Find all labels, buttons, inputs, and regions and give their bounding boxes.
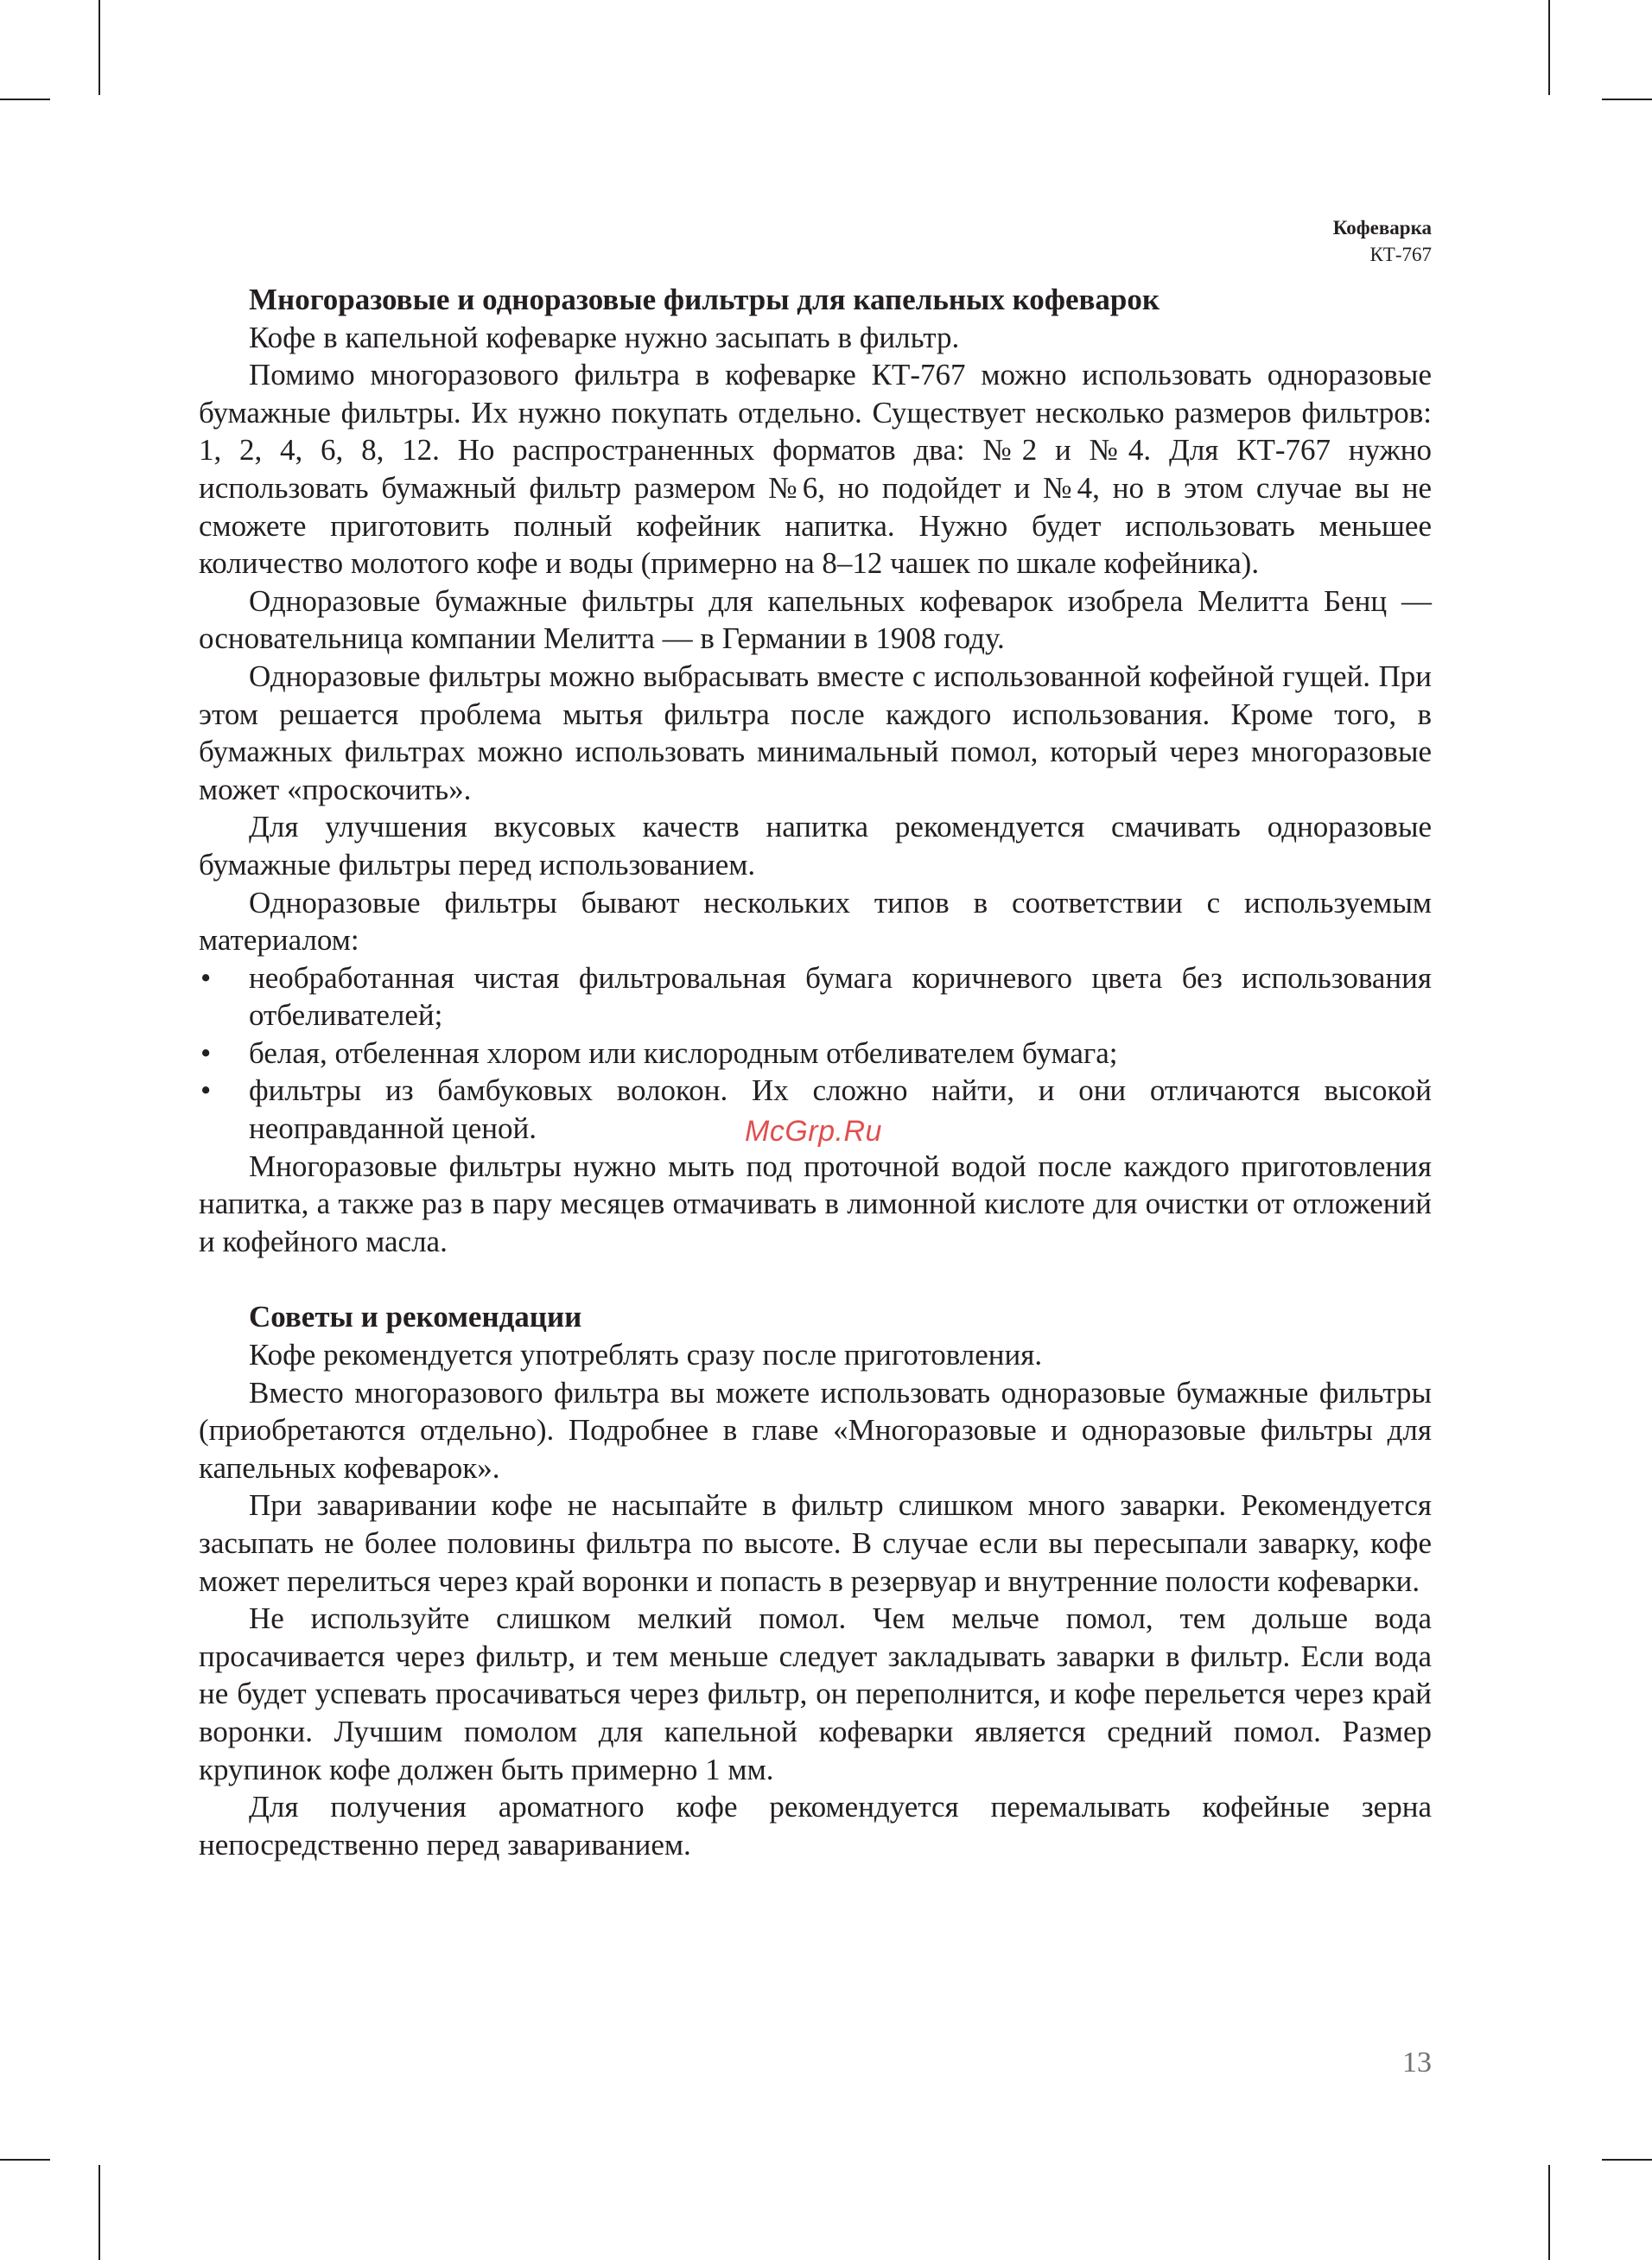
- page-number: 13: [1402, 2047, 1432, 2079]
- watermark: McGrp.Ru: [745, 1115, 882, 1148]
- paragraph: Вместо многоразового фильтра вы можете использовать одноразовые бумажные фильтры (приобретаются отдельно). Подробнее в главе «Многоразовые и одноразовые фильтры для капельных кофеварок».: [199, 1375, 1432, 1485]
- list-item-text: фильтры из бамбуковых волокон. Их сложно найти, и они отличаются высокой неоправданной ценой.: [249, 1073, 1432, 1146]
- paragraph: Не используйте слишком мелкий помол. Чем мельче помол, тем дольше вода просачивается через фильтр, и тем меньше следует закладывать заварки в фильтр. Если вода не будет успевать просачиваться через фильтр, он переполнится, и кофе перельется через край воронки. Лучшим помолом для капельной кофеварки является средний помол. Размер крупинок кофе должен быть примерно 1 мм.: [199, 1601, 1432, 1786]
- list-item: [199, 959, 1432, 1035]
- bullet-icon: •: [200, 960, 212, 995]
- page-content: [199, 281, 1432, 1863]
- paragraph: Для улучшения вкусовых качеств напитка рекомендуется смачивать одноразовые бумажные фильтры перед использованием.: [199, 810, 1432, 882]
- paragraph: Многоразовые фильтры нужно мыть под проточной водой после каждого приготовления напитка, а также раз в пару месяцев отмачивать в лимонной кислоте для очистки от отложений и кофейного масла.: [199, 1149, 1432, 1258]
- paragraph: Для получения ароматного кофе рекомендуется перемалывать кофейные зерна непосредственно перед завариванием.: [199, 1790, 1432, 1862]
- crop-mark-bottom-left-h: [0, 2159, 50, 2161]
- crop-mark-top-left-h: [0, 99, 50, 100]
- paragraph: При заваривании кофе не насыпайте в фильтр слишком много заварки. Рекомендуется засыпать не более половины фильтра по высоте. В случае если вы пересыпали заварку, кофе может перелиться через край воронки и попасть в резервуар и внутренние полости кофеварки.: [199, 1488, 1432, 1598]
- bullet-icon: •: [200, 1073, 212, 1108]
- crop-mark-top-left: [98, 0, 100, 95]
- paragraph: Кофе в капельной кофеварке нужно засыпать в фильтр.: [249, 320, 960, 354]
- section-heading-filters: Многоразовые и одноразовые фильтры для капельных кофеварок: [249, 283, 1160, 316]
- paragraph: Одноразовые фильтры можно выбрасывать вместе с использованной кофейной гущей. При этом решается проблема мытья фильтра после каждого использования. Кроме того, в бумажных фильтрах можно использовать минимальный помол, который через многоразовые может «проскочить».: [199, 659, 1432, 806]
- section-heading-tips: Советы и рекомендации: [249, 1300, 582, 1334]
- paragraph: Помимо многоразового фильтра в кофеварке КТ-767 можно использовать одноразовые бумажные фильтры. Их нужно покупать отдельно. Существует несколько размеров фильтров: 1, 2, 4, 6, 8, 12. Но распространенных форматов два: №2 и №4. Для КТ-767 нужно использовать бумажный фильтр размером №6, но подойдет и №4, но в этом случае вы не сможете приготовить полный кофейник напитка. Нужно будет использовать меньшее количество молотого кофе и воды (примерно на 8–12 чашек по шкале кофейника).: [199, 358, 1432, 581]
- bullet-icon: •: [200, 1035, 212, 1070]
- running-head-title: Кофеварка: [1332, 217, 1432, 239]
- paragraph: Одноразовые фильтры бывают нескольких типов в соответствии с используемым материалом:: [199, 885, 1432, 958]
- crop-mark-top-right-h: [1602, 99, 1652, 100]
- list-item-text: белая, отбеленная хлором или кислородным отбеливателем бумага;: [249, 1035, 1118, 1070]
- crop-mark-top-right: [1548, 0, 1550, 95]
- running-head: [1333, 214, 1432, 268]
- list-item: [199, 1035, 1432, 1073]
- crop-mark-bottom-right-h: [1602, 2159, 1652, 2161]
- paragraph: Одноразовые бумажные фильтры для капельных кофеварок изобрела Мелитта Бенц — основательница компании Мелитта — в Германии в 1908 году.: [199, 583, 1432, 656]
- list-item-text: необработанная чистая фильтровальная бумага коричневого цвета без использования отбеливателей;: [249, 960, 1432, 1033]
- crop-mark-bottom-right: [1548, 2165, 1550, 2260]
- crop-mark-bottom-left: [98, 2165, 100, 2260]
- paragraph: Кофе рекомендуется употреблять сразу после приготовления.: [249, 1338, 1043, 1372]
- running-head-model: КТ-767: [1369, 244, 1432, 265]
